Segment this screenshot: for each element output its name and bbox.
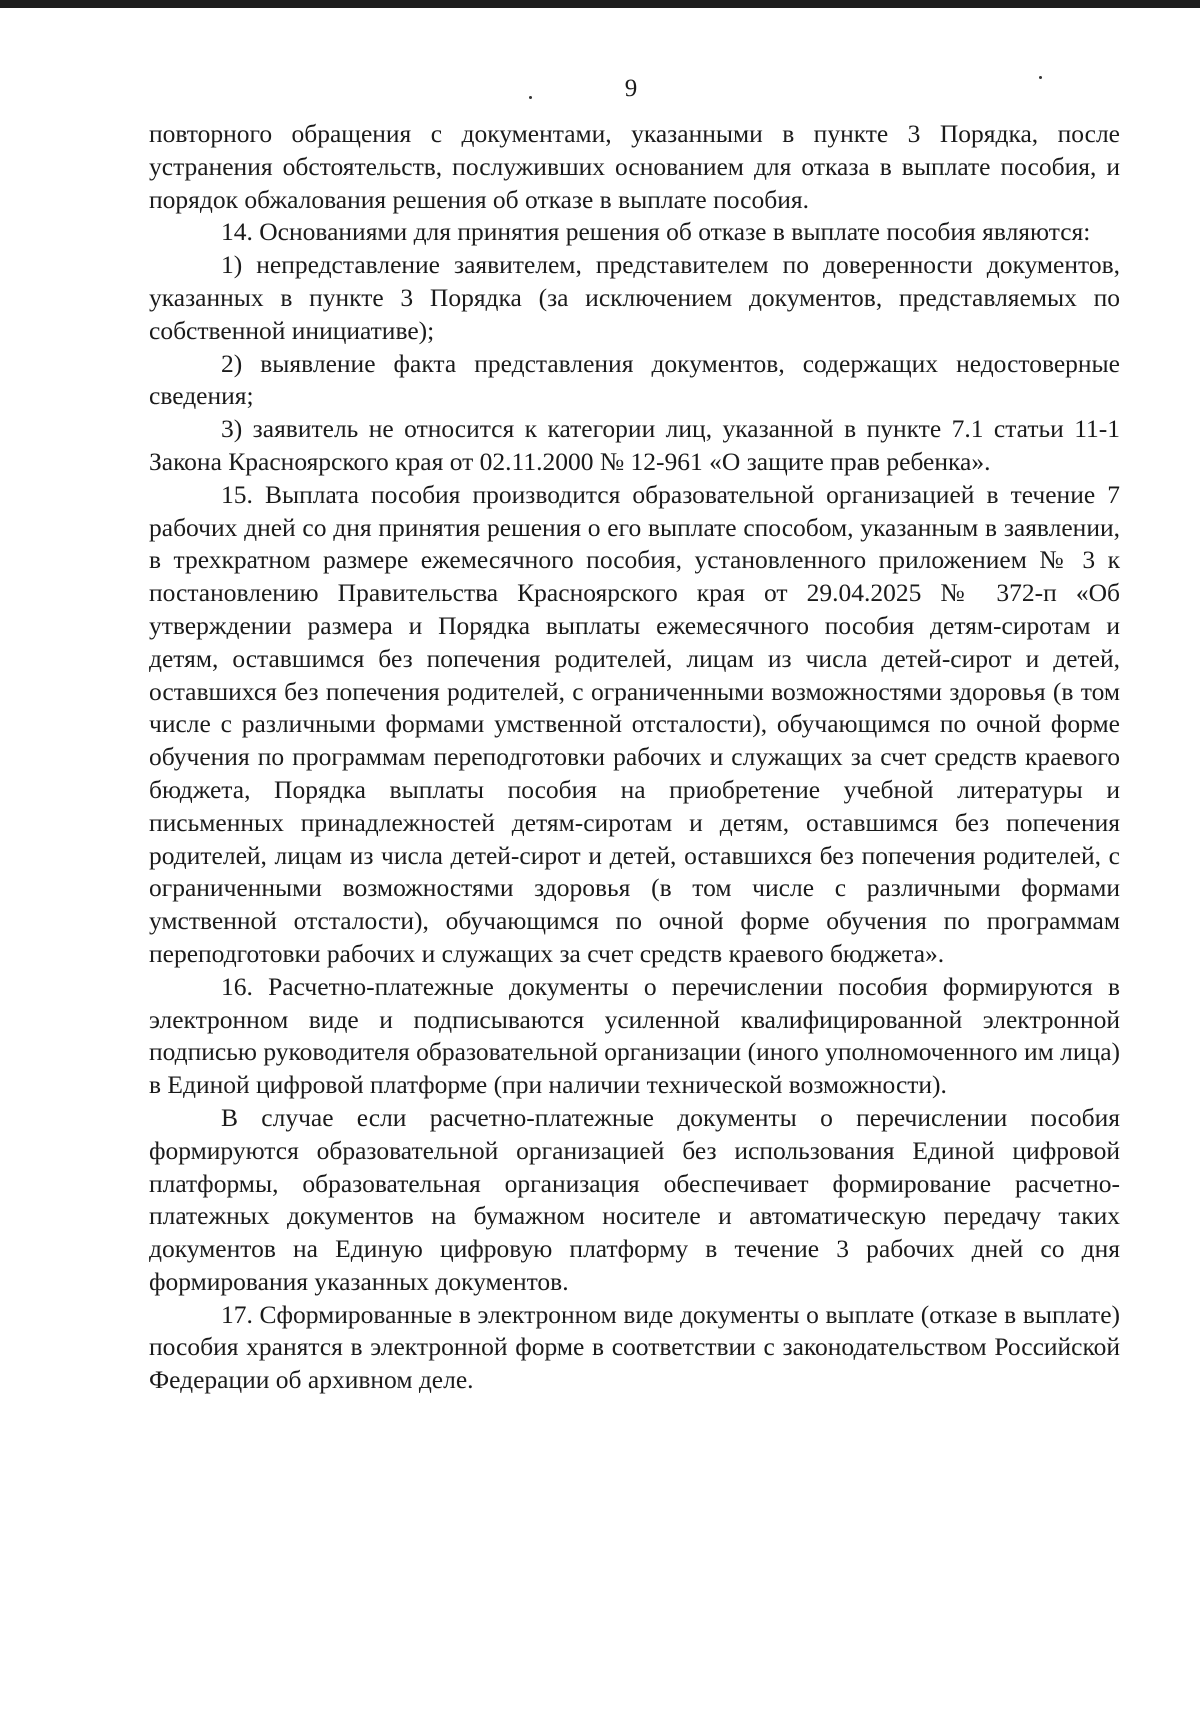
scan-top-border [0, 0, 1200, 8]
list-item: 3) заявитель не относится к категории лиц, указанной в пункте 7.1 статьи 11-1 Закона Красноярского края от 02.11.2000 № 12-961 «О защите прав ребенка». [149, 414, 1120, 476]
paragraph: 17. Сформированные в электронном виде документы о выплате (отказе в выплате) пособия хранятся в электронной форме в соответствии с законодательством Российской Федерации об архивном деле. [149, 1299, 1120, 1395]
paragraph: 14. Основаниями для принятия решения об отказе в выплате пособия являются: [221, 217, 1091, 247]
page-number: 9 [624, 75, 638, 102]
paragraph: повторного обращения с документами, указанными в пункте 3 Порядка, после устранения обстоятельств, послуживших основанием для отказа в выплате пособия, и порядок обжалования решения об отказе в выплате пособия. [149, 119, 1120, 214]
list-item: 2) выявление факта представления документов, содержащих недостоверные сведения; [149, 348, 1120, 411]
paragraph: 16. Расчетно-платежные документы о перечислении пособия формируются в электронном виде и подписываются усиленной квалифицированной электронной подписью руководителя образовательной организации (иного уполномоченного им лица) в Единой цифровой платформе (при наличии технической возможности). [149, 971, 1120, 1100]
paragraph: В случае если расчетно-платежные документы о перечислении пособия формируются образовательной организацией без использования Единой цифровой платформы, образовательная организация обеспечивает формирование расчетно-платежных документов на бумажном носителе и автоматическую передачу таких документов на Единую цифровую платформу в течение 3 рабочих дней со дня формирования указанных документов. [149, 1102, 1120, 1296]
paragraph: 15. Выплата пособия производится образовательной организацией в течение 7 рабочих дней со дня принятия решения о его выплате способом, указанным в заявлении, в трехкратном размере ежемесячного пособия, установленного приложением № 3 к постановлению Правительства Красноярского края от 29.04.2025 № 372-п «Об утверждении размера и Порядка выплаты ежемесячного пособия детям-сиротам и детям, оставшимся без попечения родителей, лицам из числа детей-сирот и детей, оставшихся без попечения родителей, с ограниченными возможностями здоровья (в том числе с различными формами умственной отсталости), обучающимся по очной форме обучения по программам переподготовки рабочих и служащих за счет средств краевого бюджета, Порядка выплаты пособия на приобретение учебной литературы и письменных принадлежностей детям-сиротам и детям, оставшимся без попечения родителей, лицам из числа детей-сирот и детей, оставшихся без попечения родителей, с ограниченными возможностями здоровья (в том числе с различными формами умственной отсталости), обучающимся по очной форме обучения по программам переподготовки рабочих и служащих за счет средств краевого бюджета». [149, 479, 1120, 968]
document-body [149, 118, 1120, 1397]
list-item: 1) непредставление заявителем, представителем по доверенности документов, указанных в пункте 3 Порядка (за исключением документов, представляемых по собственной инициативе); [149, 250, 1120, 345]
